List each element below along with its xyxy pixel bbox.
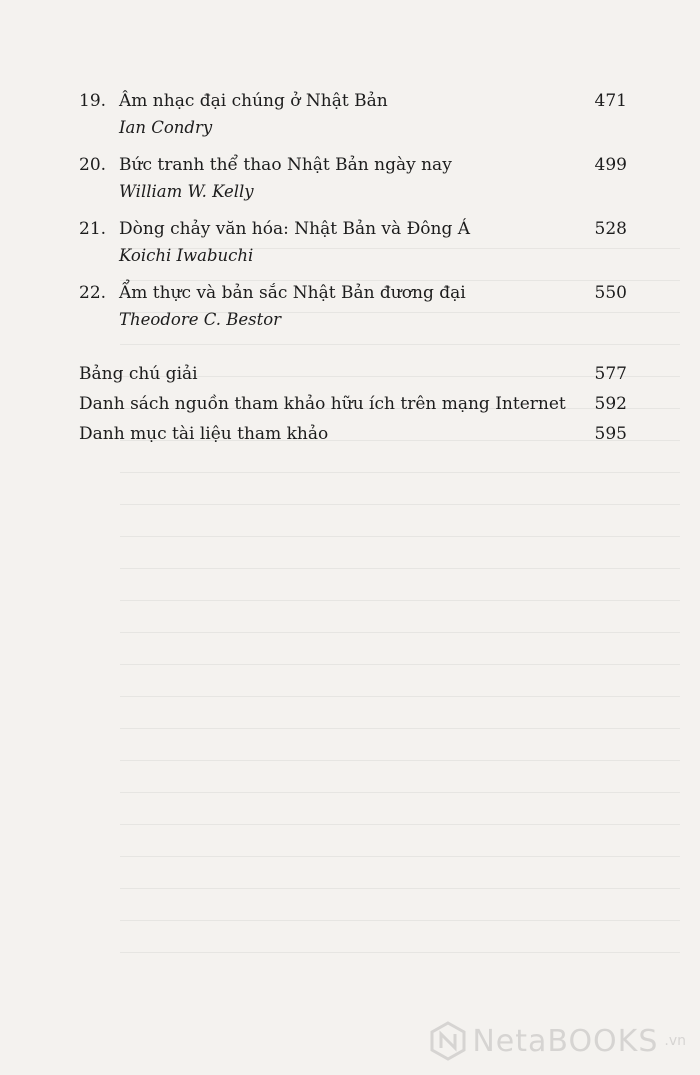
toc-entry [79,152,627,205]
chapter-number: 22. [79,283,107,303]
chapter-author: Koichi Iwabuchi [119,246,254,265]
chapter-author: William W. Kelly [119,182,254,201]
page-number: 471 [594,91,627,111]
page-number: 595 [594,424,627,444]
watermark-brand: NetaBOOKS [472,1023,659,1059]
netabooks-logo-icon [430,1021,466,1061]
chapter-author: Ian Condry [119,118,213,137]
page-number: 499 [594,155,627,175]
chapter-number: 19. [79,91,107,111]
toc-entry [79,88,627,141]
back-matter-entry [79,361,627,388]
chapter-number: 20. [79,155,107,175]
page-number: 577 [594,364,627,384]
toc-entry [79,280,627,333]
chapter-number: 21. [79,219,107,239]
back-matter-list [79,361,627,451]
back-matter-title: Danh mục tài liệu tham khảo [79,424,329,444]
table-of-contents [79,88,627,344]
back-matter-entry [79,421,627,448]
chapter-author: Theodore C. Bestor [119,310,282,329]
chapter-title: Ẩm thực và bản sắc Nhật Bản đương đại [119,283,466,303]
watermark-suffix: .vn [664,1033,686,1049]
chapter-title: Dòng chảy văn hóa: Nhật Bản và Đông Á [119,219,471,239]
page-number: 550 [594,283,627,303]
page-number: 592 [594,394,627,414]
back-matter-title: Danh sách nguồn tham khảo hữu ích trên mạng Internet [79,394,566,414]
toc-entry [79,216,627,269]
show-through-background [120,230,680,1030]
watermark [430,1021,686,1061]
page-number: 528 [594,219,627,239]
back-matter-title: Bảng chú giải [79,364,198,384]
chapter-title: Bức tranh thể thao Nhật Bản ngày nay [119,155,452,175]
back-matter-entry [79,391,627,418]
chapter-title: Âm nhạc đại chúng ở Nhật Bản [119,91,388,111]
